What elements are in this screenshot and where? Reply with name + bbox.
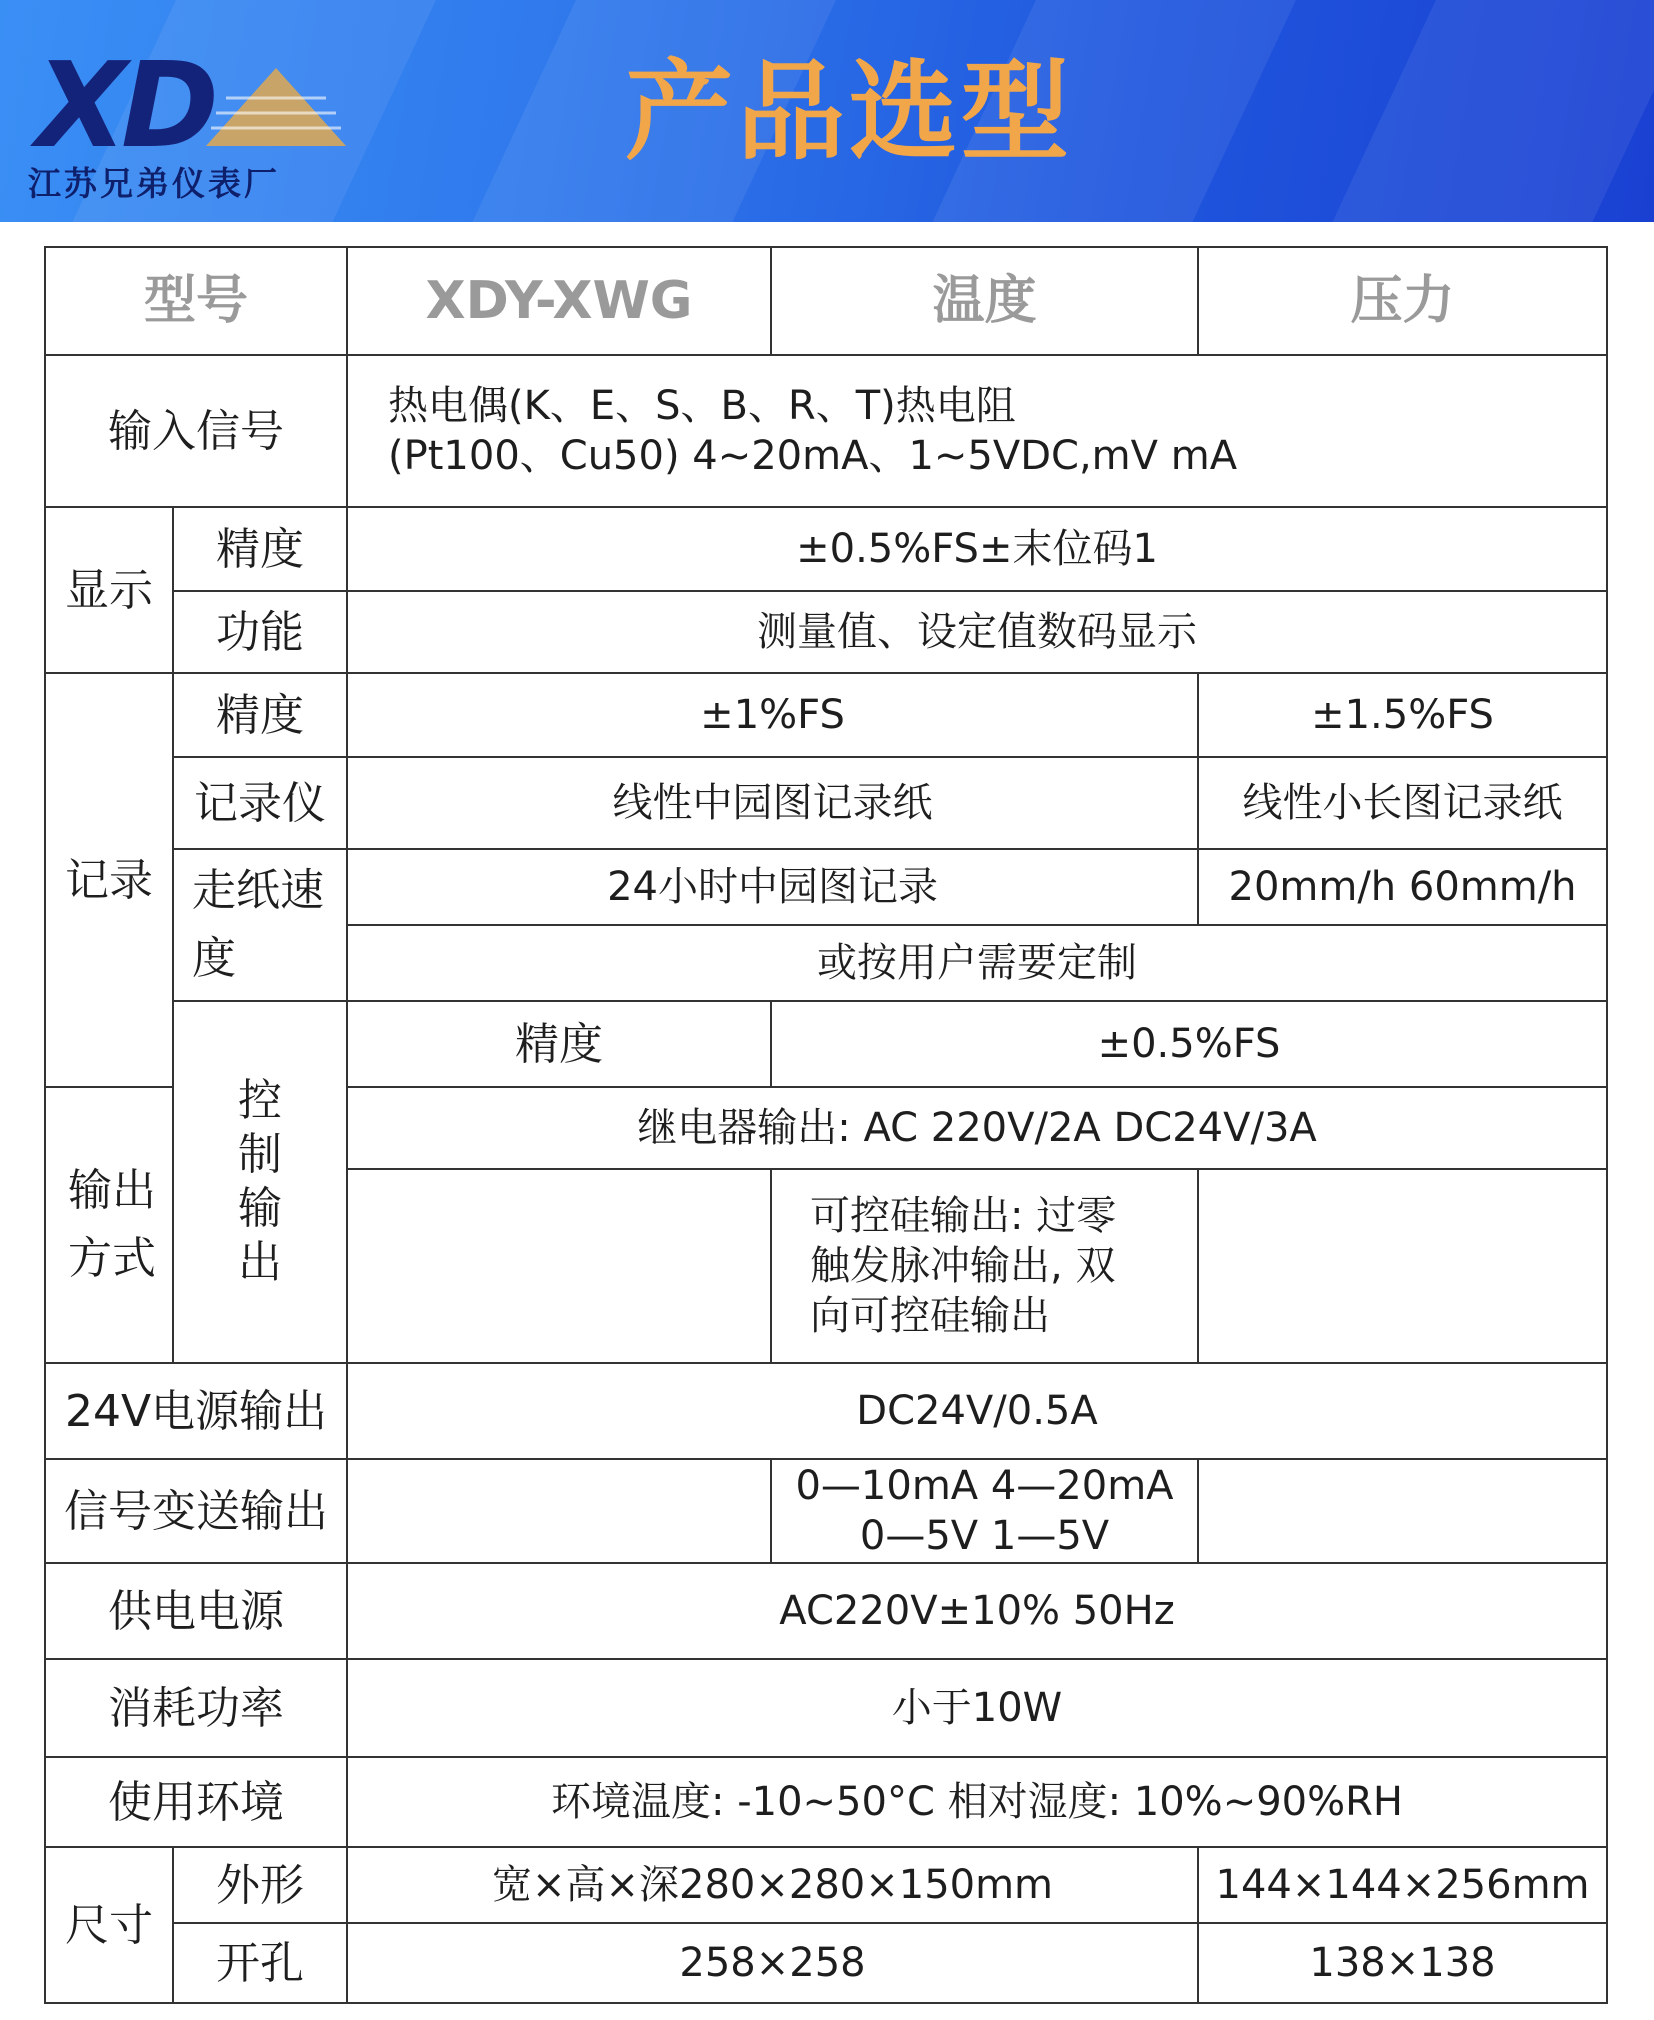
record-custom-note: 或按用户需要定制 [347,925,1607,1001]
scr-output-value [771,1169,1198,1363]
power-24v-value: DC24V/0.5A [347,1363,1607,1459]
input-signal-line2: (Pt100、Cu50) 4~20mA、1~5VDC,mV mA [388,433,1238,479]
empty-cell [347,1459,771,1563]
size-label: 尺寸 [45,1847,173,2003]
consumption-value: 小于10W [347,1659,1607,1757]
header-pressure: 压力 [1198,247,1607,355]
environment-value: 环境温度: -10~50°C 相对湿度: 10%~90%RH [347,1757,1607,1847]
input-signal-value [347,355,1607,507]
paper-speed-temp: 24小时中园图记录 [347,849,1198,925]
shape-temp: 宽×高×深280×280×150mm [347,1847,1198,1923]
scr-output-line1: 可控硅输出: 过零 [810,1193,1117,1239]
input-signal-line1: 热电偶(K、E、S、B、R、T)热电阻 [388,383,1016,429]
power-24v-label: 24V电源输出 [45,1363,347,1459]
display-accuracy-label: 精度 [173,507,347,591]
header-model-value: XDY-XWG [347,247,771,355]
company-name: 江苏兄弟仪表厂 [28,164,280,203]
cutout-label: 开孔 [173,1923,347,2003]
table-row [45,355,1607,507]
header-model-label: 型号 [45,247,347,355]
table-row [45,1847,1607,1923]
display-function-value: 测量值、设定值数码显示 [347,591,1607,673]
output-mode-label: 输出方式 [45,1087,173,1363]
table-row [45,1001,1607,1087]
supply-label: 供电电源 [45,1563,347,1659]
record-label: 记录 [45,673,173,1087]
recorder-press: 线性小长图记录纸 [1198,757,1607,849]
cutout-temp: 258×258 [347,1923,1198,2003]
table-row [45,1563,1607,1659]
table-row [45,591,1607,673]
empty-cell [1198,1459,1607,1563]
input-signal-label: 输入信号 [45,355,347,507]
environment-label: 使用环境 [45,1757,347,1847]
supply-value: AC220V±10% 50Hz [347,1563,1607,1659]
table-row [45,1363,1607,1459]
display-function-label: 功能 [173,591,347,673]
control-output-label-text: 控制输出 [238,1075,282,1288]
recorder-temp: 线性中园图记录纸 [347,757,1198,849]
table-row [45,1659,1607,1757]
shape-press: 144×144×256mm [1198,1847,1607,1923]
table-row [45,247,1607,355]
record-accuracy-temp: ±1%FS [347,673,1198,757]
consumption-label: 消耗功率 [45,1659,347,1757]
empty-cell [347,1169,771,1363]
record-accuracy-press: ±1.5%FS [1198,673,1607,757]
table-row [45,1757,1607,1847]
spec-table [44,246,1608,2004]
scr-output-line3: 向可控硅输出 [810,1293,1051,1339]
table-row [45,507,1607,591]
paper-speed-press: 20mm/h 60mm/h [1198,849,1607,925]
table-row [45,757,1607,849]
relay-output-value: 继电器输出: AC 220V/2A DC24V/3A [347,1087,1607,1169]
display-label: 显示 [45,507,173,673]
scr-output-line2: 触发脉冲输出, 双 [810,1243,1116,1289]
transmit-value [771,1459,1198,1563]
record-accuracy-label: 精度 [173,673,347,757]
shape-label: 外形 [173,1847,347,1923]
paper-speed-label: 走纸速度 [173,849,347,1001]
control-accuracy-value: ±0.5%FS [771,1001,1607,1087]
transmit-label: 信号变送输出 [45,1459,347,1563]
logo-lettering: XD [36,36,213,174]
header-temperature: 温度 [771,247,1198,355]
cutout-press: 138×138 [1198,1923,1607,2003]
page-title: 产品选型 [625,49,1074,175]
logo-triangle [206,68,346,146]
table-row [45,1459,1607,1563]
display-accuracy-value: ±0.5%FS±末位码1 [347,507,1607,591]
control-accuracy-label: 精度 [347,1001,771,1087]
banner-stripe [1305,0,1654,222]
table-row [45,1923,1607,2003]
empty-cell [1198,1169,1607,1363]
table-row [45,673,1607,757]
transmit-line1: 0—10mA 4—20mA [795,1463,1174,1509]
transmit-line2: 0—5V 1—5V [859,1513,1110,1559]
control-output-label [173,1001,347,1363]
recorder-label: 记录仪 [173,757,347,849]
header-banner [0,0,1654,222]
table-row [45,849,1607,925]
